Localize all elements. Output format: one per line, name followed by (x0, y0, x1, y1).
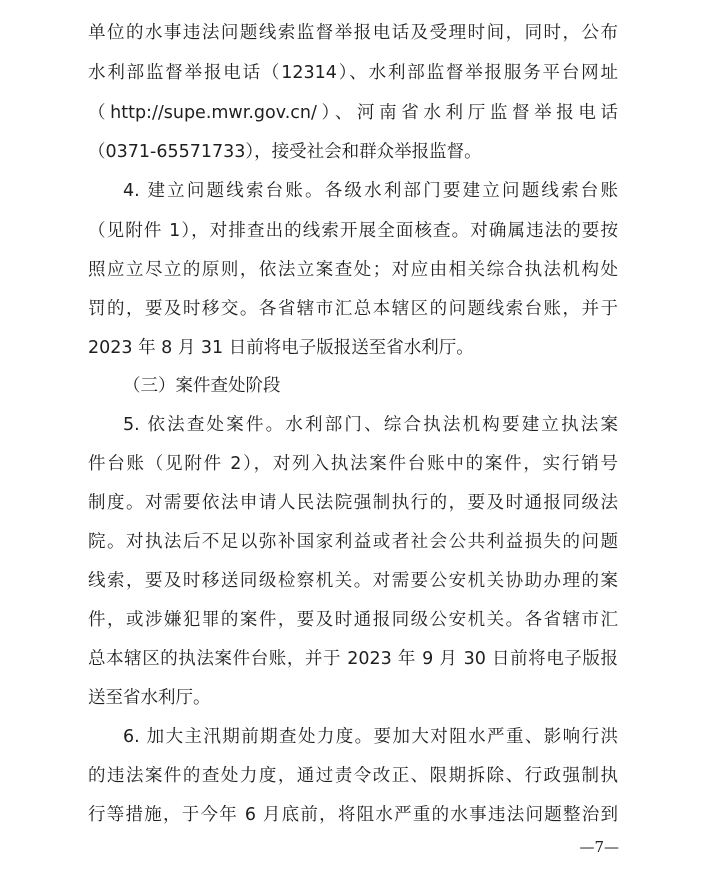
page-number: —7— (579, 838, 619, 856)
body-line-8: 罚的，要及时移交。各省辖市汇总本辖区的问题线索台账，并于 (88, 299, 618, 319)
body-line-20: 的违法案件的查处力度，通过责令改正、限期拆除、行政强制执 (88, 766, 618, 786)
body-line-3: （http://supe.mwr.gov.cn/）、河南省水利厅监督举报电话 (88, 103, 618, 123)
body-line-1: 单位的水事违法问题线索监督举报电话及受理时间，同时，公布 (88, 23, 618, 43)
body-line-7: 照应立尽立的原则，依法立案查处；对应由相关综合执法机构处 (88, 260, 618, 280)
body-line-4: （0371-65571733），接受社会和群众举报监督。 (88, 142, 482, 162)
body-line-18: 送至省水利厅。 (88, 688, 211, 708)
body-line-17: 总本辖区的执法案件台账，并于 2023 年 9 月 30 日前将电子版报 (88, 649, 618, 669)
body-line-21: 行等措施，于今年 6 月底前，将阻水严重的水事违法问题整治到 (88, 805, 618, 825)
body-line-16: 件，或涉嫌犯罪的案件，要及时通报同级公安机关。各省辖市汇 (88, 610, 618, 630)
body-line-14: 院。对执法后不足以弥补国家利益或者社会公共利益损失的问题 (88, 532, 618, 552)
body-line-9: 2023 年 8 月 31 日前将电子版报送至省水利厅。 (88, 338, 474, 358)
item-4-heading-line: 4. 建立问题线索台账。各级水利部门要建立问题线索台账 (123, 181, 618, 201)
body-line-12: 件台账（见附件 2），对列入执法案件台账中的案件，实行销号 (88, 454, 618, 474)
body-line-2: 水利部监督举报电话（12314）、水利部监督举报服务平台网址 (88, 63, 618, 83)
section-heading-3: （三）案件查处阶段 (123, 376, 281, 396)
body-line-6: （见附件 1），对排查出的线索开展全面核查。对确属违法的要按 (88, 221, 618, 241)
item-6-heading-line: 6. 加大主汛期前期查处力度。要加大对阻水严重、影响行洪 (123, 727, 618, 747)
item-5-heading-line: 5. 依法查处案件。水利部门、综合执法机构要建立执法案 (123, 415, 618, 435)
body-line-13: 制度。对需要依法申请人民法院强制执行的，要及时通报同级法 (88, 493, 618, 513)
body-line-15: 线索，要及时移送同级检察机关。对需要公安机关协助办理的案 (88, 571, 618, 591)
